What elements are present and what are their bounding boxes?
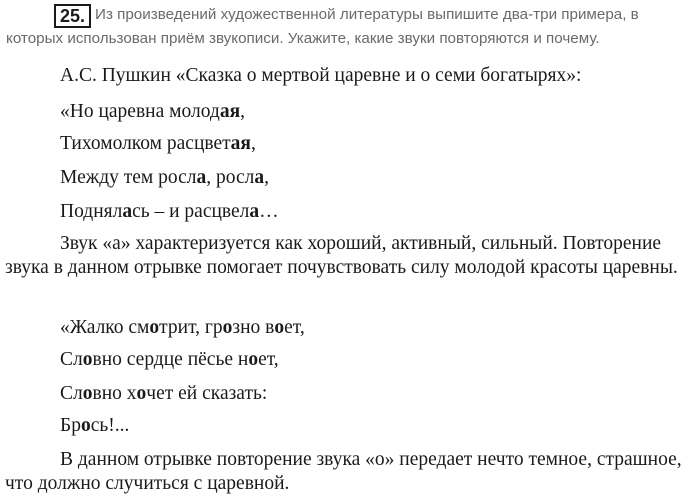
poem-text: Сл [60,349,83,370]
task-number: 25. [54,4,91,28]
poem-text: , росл [206,167,255,188]
poem-line [0,316,700,340]
highlighted-sound: а [196,167,207,188]
highlighted-sound: а [122,201,133,222]
poem-text: ет, [284,317,305,338]
poem-text: Сл [60,383,83,404]
poem-line [0,414,700,438]
comment-2: В данном отрывке повторение звука «о» передает нечто темное, страшное, что должно случиться с царевной. [5,449,682,494]
poem-text: зно в [232,317,275,338]
highlighted-sound: о [149,317,160,338]
poem-text: , [264,167,270,188]
poem-text: вно сердце пёсье н [92,349,249,370]
task-text: Из произведений художественной литературы выпишите два-три примера, в которых использован приём звукописи. Укажите, какие звуки повторяются и почему. [6,6,639,47]
comment-1: Звук «а» характеризуется как хороший, активный, сильный. Повторение звука в данном отрывке помогает почувствовать силу молодой красоты царевны. [5,233,678,278]
poem-text: , [250,133,256,154]
highlighted-sound: а [254,167,265,188]
poem-text: «Но царевна молод [60,101,220,122]
poem-text: Тихомолком расцвет [60,133,231,154]
poem-line [0,166,700,190]
highlighted-sound: о [274,317,285,338]
poem-text: чет ей сказать: [146,383,268,404]
poem-line [0,382,700,406]
highlighted-sound: о [222,317,233,338]
task-statement [6,4,694,50]
poem-text: … [259,201,279,222]
highlighted-sound: а [249,201,260,222]
poem-line [0,200,700,224]
poem-line [0,348,700,372]
highlighted-sound: о [80,415,91,436]
highlighted-sound: о [248,349,259,370]
highlighted-sound: ая [219,101,241,122]
poem-text: Поднял [60,201,123,222]
poem-line [0,132,700,156]
poem-text: трит, гр [159,317,223,338]
highlighted-sound: о [82,349,93,370]
poem-text: , [240,101,245,122]
poem-text: «Жалко см [60,317,150,338]
poem-text: Между тем росл [60,167,197,188]
poem-text: сь!... [90,415,130,436]
highlighted-sound: ая [230,133,251,154]
highlighted-sound: о [82,383,93,404]
poem-text: ет, [258,349,279,370]
poem-line [0,100,700,124]
poem-text: сь – и расцвел [132,201,250,222]
poem-text: вно х [92,383,137,404]
source-title: А.С. Пушкин «Сказка о мертвой царевне и о семи богатырях»: [60,65,582,86]
poem-text: Бр [60,415,81,436]
highlighted-sound: о [136,383,147,404]
